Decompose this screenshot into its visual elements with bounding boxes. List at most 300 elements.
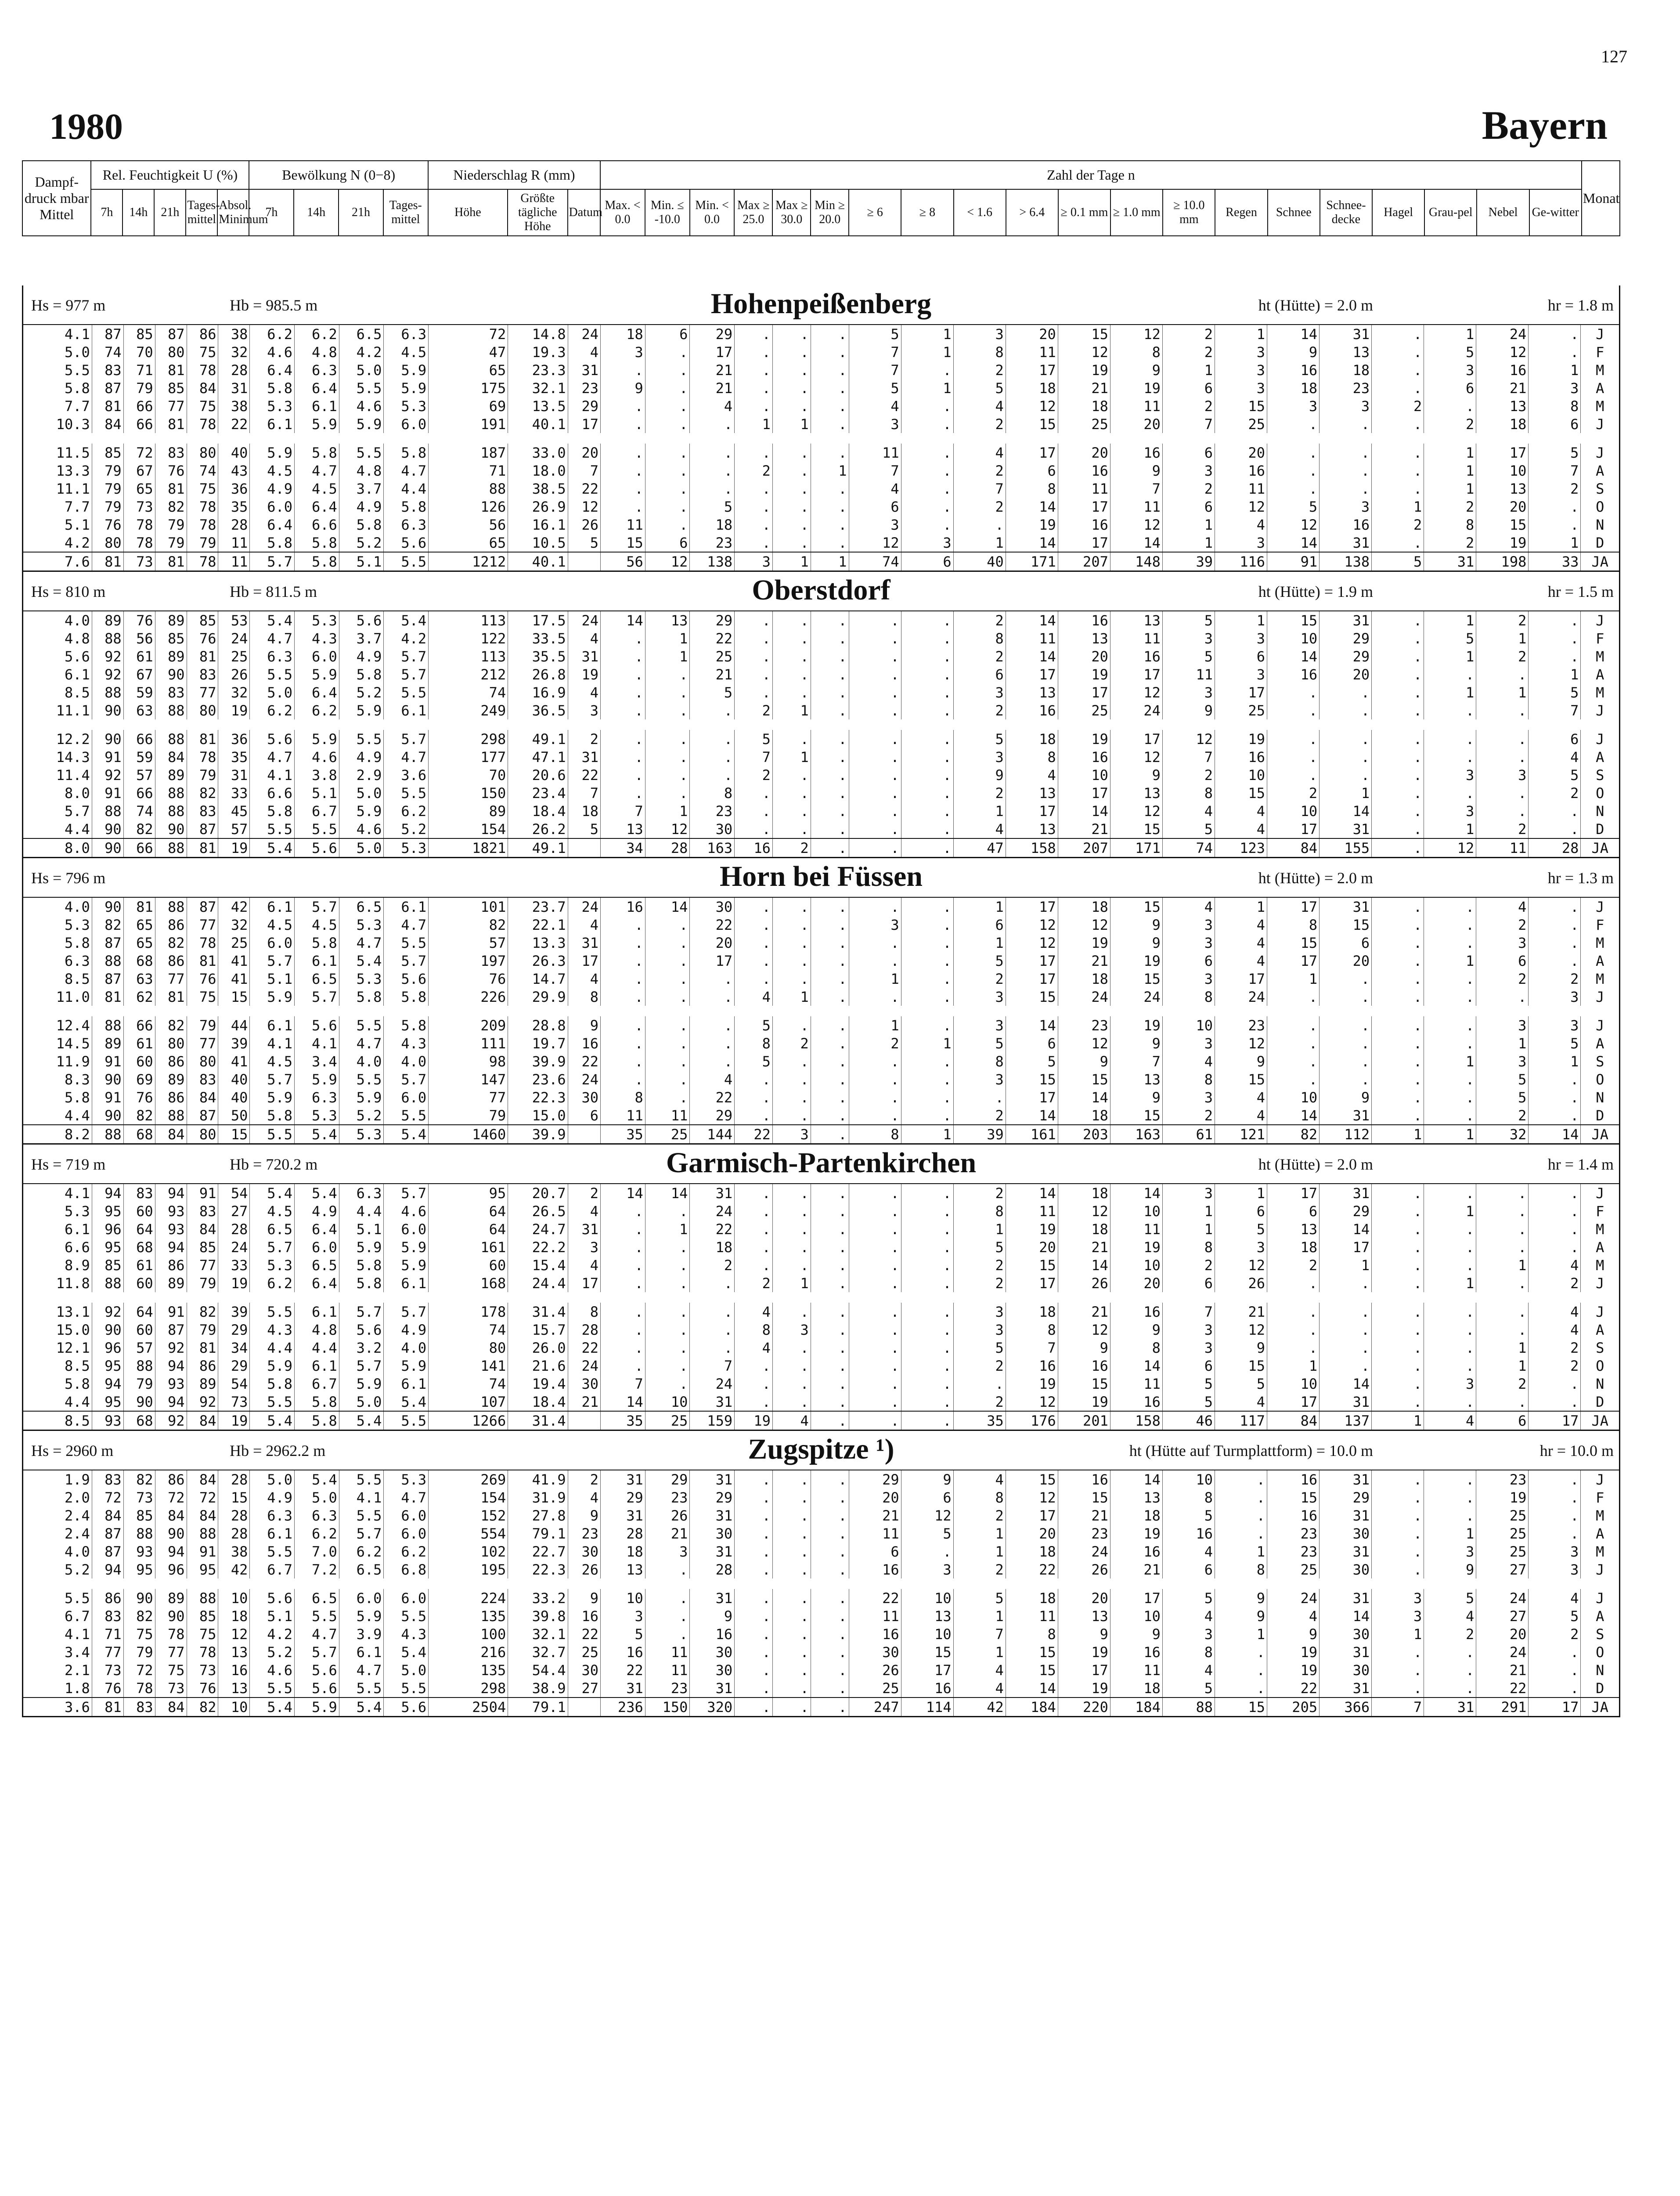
value-cell: 18 (1058, 970, 1110, 988)
value-cell: 5.8 (23, 934, 92, 952)
station-hr: hr = 1.3 m (1547, 869, 1614, 887)
value-cell: 2 (953, 462, 1006, 480)
header-cloud: Bewölkung N (0−8) (249, 161, 428, 189)
value-cell: 4 (953, 820, 1006, 838)
value-cell: 17.5 (508, 611, 568, 629)
value-cell: 5.3 (295, 611, 339, 629)
value-cell: 11 (601, 516, 645, 534)
month-cell: M (1596, 1257, 1604, 1274)
value-cell: 33.5 (508, 629, 568, 647)
value-cell: 23 (568, 1524, 600, 1542)
month-row (23, 1661, 1619, 1679)
value-cell: 3 (1529, 988, 1581, 1006)
value-cell: 88 (92, 1016, 123, 1034)
value-cell: . (811, 1506, 849, 1524)
value-cell: 212 (429, 665, 508, 683)
value-cell: 147 (429, 1070, 508, 1088)
value-cell: 11 (1006, 629, 1058, 647)
value-cell: . (1476, 802, 1529, 820)
value-cell: 201 (1058, 1411, 1110, 1430)
value-cell: 31 (601, 1470, 645, 1488)
value-cell: 15 (1006, 1470, 1058, 1488)
value-cell: . (1215, 1643, 1267, 1661)
value-cell: 8.5 (23, 970, 92, 988)
value-cell: 5.5 (250, 1679, 295, 1698)
value-cell: 87 (92, 1542, 123, 1560)
value-cell: 3 (568, 1238, 600, 1256)
value-cell: 8 (953, 1488, 1006, 1506)
value-cell: . (735, 802, 773, 820)
value-cell: . (901, 1542, 953, 1560)
value-cell: 2 (953, 701, 1006, 719)
value-cell: 17 (1215, 683, 1267, 701)
value-cell: 8 (568, 1303, 600, 1321)
value-cell: . (772, 820, 811, 838)
value-cell: 1 (901, 325, 953, 343)
value-cell: . (901, 611, 953, 629)
value-cell: . (811, 1238, 849, 1256)
value-cell: . (1372, 1488, 1424, 1506)
month-row (23, 1238, 1619, 1256)
value-cell: 3 (1476, 1052, 1529, 1070)
value-cell: . (1267, 1016, 1319, 1034)
value-cell: 14.7 (508, 970, 568, 988)
value-cell: . (901, 838, 953, 857)
value-cell: 5.8 (339, 665, 384, 683)
value-cell: 31 (1319, 325, 1372, 343)
value-cell: 8.5 (23, 683, 92, 701)
value-cell: 16 (1058, 516, 1110, 534)
value-cell: 4.3 (295, 629, 339, 647)
value-cell: . (645, 970, 690, 988)
value-cell: . (1424, 898, 1476, 916)
value-cell: 2 (1476, 611, 1529, 629)
value-cell: 5.6 (384, 534, 429, 552)
value-cell: 9 (568, 1016, 600, 1034)
value-cell: 41 (218, 970, 250, 988)
value-cell: . (901, 665, 953, 683)
value-cell: 41 (218, 1052, 250, 1070)
value-cell: . (735, 952, 773, 970)
value-cell: . (735, 898, 773, 916)
value-cell: 29 (690, 611, 735, 629)
value-cell: 11.1 (23, 701, 92, 719)
value-cell: 1 (1424, 1524, 1476, 1542)
value-cell: 16 (568, 1607, 600, 1625)
value-cell: . (735, 1375, 773, 1393)
value-cell: 31.4 (508, 1303, 568, 1321)
value-cell: 5.4 (384, 611, 429, 629)
value-cell: 80 (187, 1125, 218, 1143)
value-cell: . (601, 1303, 645, 1321)
value-cell: . (772, 516, 811, 534)
value-cell: 6 (1267, 1202, 1319, 1220)
value-cell: 88 (155, 898, 187, 916)
value-cell: 81 (155, 552, 187, 571)
value-cell: 18.4 (508, 1393, 568, 1411)
value-cell: 4.5 (384, 343, 429, 361)
value-cell: 28 (690, 1560, 735, 1578)
value-cell: . (811, 1106, 849, 1125)
value-cell: . (690, 1034, 735, 1052)
value-cell: 28 (568, 1321, 600, 1339)
value-cell: 78 (187, 552, 218, 571)
value-cell: . (901, 934, 953, 952)
value-cell: 2504 (429, 1698, 508, 1716)
value-cell: 5.6 (295, 1679, 339, 1698)
value-cell: 95 (92, 1202, 123, 1220)
value-cell: 31 (1319, 898, 1372, 916)
value-cell: 15 (1006, 1256, 1058, 1274)
value-cell: 2 (1529, 1357, 1581, 1375)
header-col: 7h (91, 189, 123, 236)
value-cell: 21 (690, 665, 735, 683)
value-cell: 17 (1006, 361, 1058, 379)
station-ht: ht (Hütte) = 1.9 m (1258, 583, 1373, 600)
value-cell: 5.4 (384, 1643, 429, 1661)
value-cell: . (901, 701, 953, 719)
value-cell: 31 (690, 1542, 735, 1560)
value-cell: 17 (1267, 1393, 1319, 1411)
value-cell: 7 (568, 462, 600, 480)
value-cell: 83 (92, 361, 123, 379)
value-cell: 5.1 (339, 1220, 384, 1238)
value-cell: 19 (1215, 730, 1267, 748)
value-cell: 10 (1162, 1470, 1215, 1488)
value-cell: 82 (123, 1106, 155, 1125)
value-cell: 8 (735, 1321, 773, 1339)
value-cell: 2 (1476, 1375, 1529, 1393)
value-cell: 94 (155, 1357, 187, 1375)
month-row (23, 1339, 1619, 1357)
value-cell: 8 (1110, 343, 1162, 361)
value-cell: . (901, 1274, 953, 1292)
value-cell: . (1319, 1339, 1372, 1357)
value-cell: . (735, 1357, 773, 1375)
value-cell: 20 (1058, 1589, 1110, 1607)
value-cell: . (811, 730, 849, 748)
value-cell: 6 (1162, 444, 1215, 462)
value-cell: 4.7 (339, 1034, 384, 1052)
value-cell: . (811, 379, 849, 397)
value-cell: . (849, 1184, 901, 1202)
value-cell: 81 (155, 988, 187, 1006)
value-cell: 6.4 (295, 1220, 339, 1238)
month-cell: J (1596, 898, 1604, 915)
header-col: 21h (339, 189, 383, 236)
value-cell: 1 (953, 1524, 1006, 1542)
value-cell: 554 (429, 1524, 508, 1542)
value-cell: . (645, 1088, 690, 1106)
value-cell: 3.7 (339, 480, 384, 498)
value-cell: 1 (1424, 611, 1476, 629)
value-cell: 5.3 (250, 397, 295, 415)
value-cell: 1 (772, 701, 811, 719)
value-cell: 4.7 (384, 916, 429, 934)
value-cell: . (772, 444, 811, 462)
value-cell: 59 (123, 748, 155, 766)
value-cell: 6 (1319, 934, 1372, 952)
value-cell: 73 (187, 1661, 218, 1679)
annual-row (23, 1125, 1619, 1143)
value-cell: 3 (1215, 379, 1267, 397)
value-cell: . (601, 361, 645, 379)
value-cell: 9 (1424, 1560, 1476, 1578)
value-cell: 19 (1058, 1679, 1110, 1698)
value-cell: 31 (1319, 1643, 1372, 1661)
value-cell: 161 (429, 1238, 508, 1256)
value-cell: 8 (953, 343, 1006, 361)
value-cell: . (1476, 1321, 1529, 1339)
value-cell: 15 (1058, 325, 1110, 343)
value-cell: 3 (901, 534, 953, 552)
value-cell: 16 (1058, 1470, 1110, 1488)
value-cell: 4.1 (295, 1034, 339, 1052)
value-cell: . (645, 1321, 690, 1339)
value-cell: 86 (155, 1256, 187, 1274)
value-cell: . (735, 1607, 773, 1625)
value-cell: 4 (1424, 1607, 1476, 1625)
value-cell: . (901, 1393, 953, 1411)
value-cell: . (811, 1339, 849, 1357)
value-cell: 81 (187, 1339, 218, 1357)
value-cell: 5.2 (23, 1560, 92, 1578)
header-col: ≥ 10.0 mm (1163, 189, 1215, 236)
value-cell: 22 (690, 1220, 735, 1238)
value-cell: 28 (218, 516, 250, 534)
value-cell: 5.5 (339, 1016, 384, 1034)
value-cell: . (645, 1375, 690, 1393)
value-cell: 61 (123, 1256, 155, 1274)
value-cell: 74 (429, 1321, 508, 1339)
value-cell: . (1215, 1506, 1267, 1524)
value-cell: 6.0 (250, 498, 295, 516)
value-cell: 75 (187, 343, 218, 361)
value-cell: 5.7 (250, 1238, 295, 1256)
value-cell: 20 (1006, 325, 1058, 343)
value-cell: 81 (92, 988, 123, 1006)
value-cell: 17 (1110, 1589, 1162, 1607)
value-cell: 4 (1529, 1321, 1581, 1339)
value-cell: 8 (1162, 1070, 1215, 1088)
value-cell: 77 (92, 1643, 123, 1661)
value-cell: 13 (601, 820, 645, 838)
value-cell: 4 (568, 970, 600, 988)
value-cell: 4 (1162, 802, 1215, 820)
value-cell: 1 (645, 629, 690, 647)
value-cell: . (1372, 1679, 1424, 1698)
value-cell: . (811, 1016, 849, 1034)
value-cell: . (1476, 1274, 1529, 1292)
value-cell: . (901, 683, 953, 701)
value-cell: 4.0 (384, 1052, 429, 1070)
value-cell: 247 (849, 1698, 901, 1716)
header-col: Hagel (1372, 189, 1424, 236)
value-cell: 94 (155, 1184, 187, 1202)
value-cell: . (1372, 1238, 1424, 1256)
value-cell: 154 (429, 1488, 508, 1506)
value-cell: 39 (218, 1303, 250, 1321)
month-cell: J (1596, 702, 1604, 719)
value-cell: 4.0 (23, 898, 92, 916)
value-cell: 4 (1215, 1088, 1267, 1106)
value-cell: 4 (1162, 1542, 1215, 1560)
station-ht: ht (Hütte) = 2.0 m (1258, 296, 1373, 314)
value-cell: . (1424, 1679, 1476, 1698)
value-cell: 2 (772, 1034, 811, 1052)
value-cell: . (645, 361, 690, 379)
value-cell: 5.8 (250, 1375, 295, 1393)
value-cell: . (1372, 1661, 1424, 1679)
value-cell: 8 (1006, 748, 1058, 766)
value-cell: 3 (1162, 683, 1215, 701)
value-cell: 5.8 (384, 1016, 429, 1034)
value-cell: 1 (1424, 683, 1476, 701)
value-cell: 5.4 (295, 1184, 339, 1202)
value-cell: 86 (187, 1357, 218, 1375)
value-cell: 90 (92, 898, 123, 916)
month-cell: J (1596, 415, 1604, 433)
month-row (23, 748, 1619, 766)
value-cell: 79 (123, 379, 155, 397)
value-cell: 3 (953, 1321, 1006, 1339)
value-cell: . (811, 1679, 849, 1698)
value-cell: 5.5 (339, 444, 384, 462)
value-cell: . (690, 444, 735, 462)
value-cell: . (1215, 1679, 1267, 1698)
value-cell: . (735, 379, 773, 397)
value-cell: 23 (1476, 1470, 1529, 1488)
value-cell: 6 (1162, 1274, 1215, 1292)
value-cell: 1821 (429, 838, 508, 857)
value-cell: 101 (429, 898, 508, 916)
month-cell: M (1596, 648, 1604, 665)
value-cell: 4.8 (23, 629, 92, 647)
month-row (23, 898, 1619, 916)
value-cell: 1 (1476, 1034, 1529, 1052)
value-cell: 23 (645, 1488, 690, 1506)
value-cell: 5.8 (384, 988, 429, 1006)
value-cell: 3 (1529, 1542, 1581, 1560)
value-cell: 89 (187, 1375, 218, 1393)
value-cell: 87 (92, 325, 123, 343)
value-cell: 19 (735, 1411, 773, 1430)
value-cell: 16 (849, 1625, 901, 1643)
value-cell: 5.7 (250, 1070, 295, 1088)
value-cell: . (735, 784, 773, 802)
value-cell: 6 (1162, 1357, 1215, 1375)
value-cell: . (1319, 480, 1372, 498)
value-cell: 84 (155, 1125, 187, 1143)
value-cell: 138 (1319, 552, 1372, 571)
value-cell: 86 (155, 1088, 187, 1106)
value-cell: 14 (1058, 802, 1110, 820)
value-cell: 88 (429, 480, 508, 498)
value-cell: . (1529, 516, 1581, 534)
value-cell: 21 (1058, 820, 1110, 838)
value-cell: . (1476, 1220, 1529, 1238)
value-cell: 11.8 (23, 1274, 92, 1292)
value-cell: 5.7 (339, 1524, 384, 1542)
value-cell: 12 (1110, 325, 1162, 343)
value-cell: 16 (1110, 1542, 1162, 1560)
value-cell: 6.2 (339, 1542, 384, 1560)
value-cell: 4 (1529, 748, 1581, 766)
value-cell: 5.5 (23, 361, 92, 379)
value-cell: . (1424, 1088, 1476, 1106)
value-cell: 24 (568, 1357, 600, 1375)
value-cell: 1 (1424, 952, 1476, 970)
value-cell: 65 (123, 480, 155, 498)
month-row (23, 1357, 1619, 1375)
value-cell: 184 (1110, 1698, 1162, 1716)
header-col: Max ≥ 25.0 (734, 189, 772, 236)
value-cell: 1 (645, 647, 690, 665)
value-cell: 1 (1424, 1125, 1476, 1143)
value-cell: 14 (1006, 498, 1058, 516)
value-cell: 6 (849, 1542, 901, 1560)
value-cell: 5.8 (23, 379, 92, 397)
value-cell: 84 (155, 1698, 187, 1716)
header-col: ≥ 6 (849, 189, 901, 236)
value-cell: 83 (92, 1470, 123, 1488)
value-cell: 28 (645, 838, 690, 857)
value-cell: 82 (429, 916, 508, 934)
value-cell: . (811, 1184, 849, 1202)
value-cell: 95 (92, 1357, 123, 1375)
value-cell: 191 (429, 415, 508, 433)
value-cell: . (1529, 820, 1581, 838)
value-cell: . (811, 1661, 849, 1679)
header-col: 7h (249, 189, 294, 236)
value-cell: 9 (1215, 1607, 1267, 1625)
value-cell: 5.4 (384, 1125, 429, 1143)
value-cell: . (1529, 1524, 1581, 1542)
value-cell: 6.7 (250, 1560, 295, 1578)
value-cell: . (601, 1220, 645, 1238)
value-cell: 15.0 (508, 1106, 568, 1125)
value-cell: 2 (953, 1506, 1006, 1524)
value-cell: 14 (1006, 1184, 1058, 1202)
value-cell: 11 (1006, 1202, 1058, 1220)
value-cell: . (901, 1220, 953, 1238)
value-cell: 18 (690, 516, 735, 534)
value-cell: 1 (901, 1125, 953, 1143)
month-row (23, 701, 1619, 719)
value-cell: 80 (155, 1034, 187, 1052)
value-cell: 72 (187, 1488, 218, 1506)
value-cell: 14 (1529, 1125, 1581, 1143)
value-cell: 7 (1006, 1339, 1058, 1357)
value-cell: 38 (218, 325, 250, 343)
value-cell: 79.1 (508, 1698, 568, 1716)
value-cell: 18.4 (508, 802, 568, 820)
station-ht: ht (Hütte) = 2.0 m (1258, 1156, 1373, 1173)
month-row (23, 629, 1619, 647)
header-col: ≥ 0.1 mm (1058, 189, 1110, 236)
value-cell: 90 (92, 1070, 123, 1088)
value-cell: . (901, 1238, 953, 1256)
row-spacer (23, 1006, 1619, 1016)
value-cell: 19 (1110, 952, 1162, 970)
value-cell: . (1372, 1643, 1424, 1661)
value-cell: 3 (1215, 665, 1267, 683)
value-cell: 4.5 (295, 916, 339, 934)
value-cell: . (1319, 1357, 1372, 1375)
value-cell: 80 (92, 534, 123, 552)
value-cell: 2 (953, 1106, 1006, 1125)
month-cell: S (1596, 1053, 1604, 1070)
